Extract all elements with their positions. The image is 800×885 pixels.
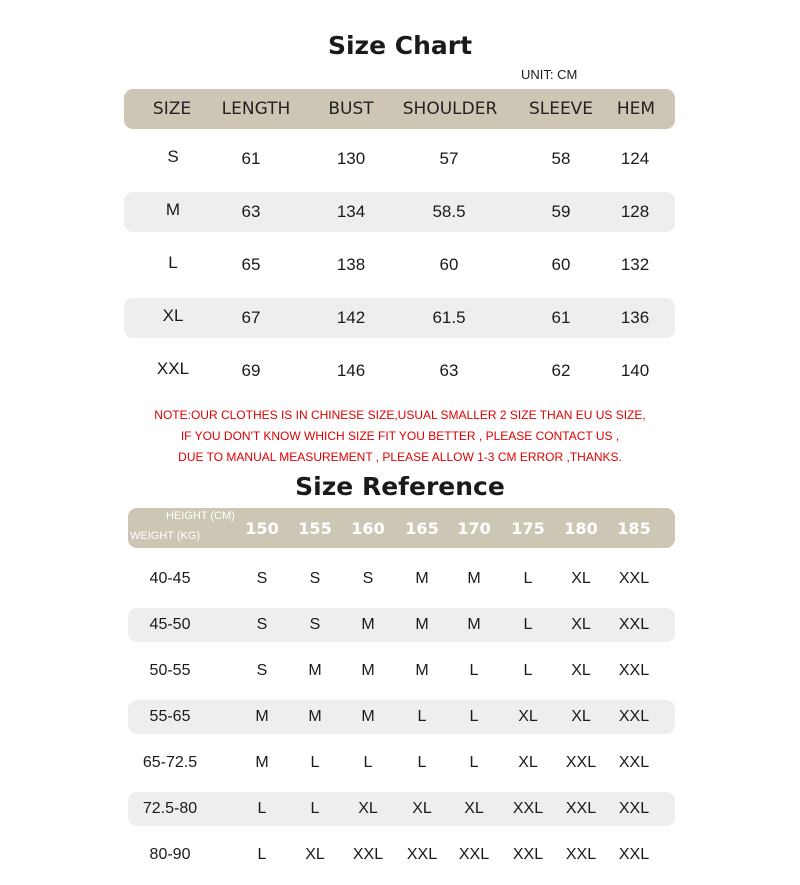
table-cell: 60 — [439, 255, 459, 274]
size-chart-header-cell: SIZE — [152, 99, 192, 119]
size-cell: XXL — [618, 708, 650, 725]
size-cell: L — [417, 708, 427, 725]
weight-cell: 80-90 — [149, 846, 191, 863]
table-row — [124, 351, 675, 391]
table-cell: 134 — [336, 202, 366, 221]
size-cell: XL — [305, 846, 325, 863]
table-row — [128, 838, 675, 872]
size-cell: M — [308, 662, 322, 679]
note-line-3: DUE TO MANUAL MEASUREMENT , PLEASE ALLOW 1-3 CM ERROR ,THANKS. — [178, 450, 622, 464]
height-header-cell: 160 — [351, 518, 385, 538]
table-row — [128, 746, 675, 780]
size-cell: S — [256, 662, 268, 679]
table-cell: 58 — [551, 149, 571, 168]
table-cell: S — [167, 147, 179, 166]
size-cell: XL — [518, 708, 538, 725]
table-cell: 142 — [336, 308, 366, 327]
weight-label: WEIGHT (KG) — [130, 530, 201, 542]
size-cell: XL — [571, 570, 591, 587]
size-chart-header-cell: HEM — [616, 99, 656, 119]
size-cell: XXL — [618, 754, 650, 771]
table-cell: 138 — [336, 255, 366, 274]
table-row — [128, 792, 675, 826]
size-cell: XXL — [512, 800, 544, 817]
size-cell: XXL — [352, 846, 384, 863]
table-cell: 61 — [551, 308, 571, 327]
size-cell: L — [310, 754, 320, 771]
weight-cell: 45-50 — [149, 616, 191, 633]
table-cell: M — [165, 200, 181, 219]
size-cell: XXL — [406, 846, 438, 863]
size-cell: S — [256, 570, 268, 587]
size-cell: XL — [412, 800, 432, 817]
weight-cell: 72.5-80 — [142, 800, 198, 817]
table-cell: 62 — [551, 361, 571, 380]
table-cell: 136 — [620, 308, 650, 327]
table-cell: 61.5 — [432, 308, 466, 327]
size-cell: M — [361, 708, 375, 725]
size-chart-header — [124, 89, 675, 129]
height-header-cell: 165 — [405, 518, 439, 538]
table-cell: 132 — [620, 255, 650, 274]
table-cell: 60 — [551, 255, 571, 274]
table-cell: 67 — [241, 308, 261, 327]
size-cell: S — [309, 570, 321, 587]
size-cell: XL — [358, 800, 378, 817]
size-cell: L — [417, 754, 427, 771]
size-cell: L — [310, 800, 320, 817]
table-cell: 124 — [620, 149, 650, 168]
size-cell: XXL — [458, 846, 490, 863]
table-cell: 146 — [336, 361, 366, 380]
table-cell: XL — [162, 306, 184, 325]
weight-cell: 50-55 — [149, 662, 191, 679]
size-cell: M — [467, 616, 481, 633]
size-cell: S — [309, 616, 321, 633]
size-cell: M — [361, 616, 375, 633]
unit-label: UNIT: CM — [521, 67, 578, 82]
size-cell: XXL — [618, 846, 650, 863]
size-cell: XXL — [512, 846, 544, 863]
height-label: HEIGHT (CM) — [166, 510, 235, 522]
size-cell: M — [415, 616, 429, 633]
table-cell: 63 — [241, 202, 261, 221]
size-cell: M — [467, 570, 481, 587]
table-cell: 69 — [241, 361, 261, 380]
table-cell: 65 — [241, 255, 261, 274]
size-cell: L — [523, 616, 533, 633]
table-cell: 130 — [336, 149, 366, 168]
size-cell: L — [363, 754, 373, 771]
height-header-cell: 155 — [298, 518, 332, 538]
table-cell: 58.5 — [432, 202, 466, 221]
size-cell: XL — [518, 754, 538, 771]
size-cell: M — [255, 754, 269, 771]
size-cell: L — [469, 662, 479, 679]
table-cell: 59 — [551, 202, 571, 221]
size-cell: XXL — [618, 800, 650, 817]
size-chart-header-cell: BUST — [328, 99, 374, 119]
note-line-2: IF YOU DON'T KNOW WHICH SIZE FIT YOU BETTER , PLEASE CONTACT US , — [180, 429, 620, 443]
table-row — [124, 245, 675, 285]
table-cell: 63 — [439, 361, 459, 380]
size-cell: M — [361, 662, 375, 679]
weight-cell: 65-72.5 — [142, 754, 198, 771]
table-row — [128, 654, 675, 688]
size-cell: M — [308, 708, 322, 725]
height-header-cell: 180 — [564, 518, 598, 538]
size-cell: XL — [571, 662, 591, 679]
height-header-cell: 170 — [457, 518, 491, 538]
size-reference-title: Size Reference — [295, 472, 505, 501]
size-cell: L — [469, 754, 479, 771]
size-cell: XL — [464, 800, 484, 817]
size-cell: M — [255, 708, 269, 725]
weight-cell: 55-65 — [149, 708, 191, 725]
size-cell: XL — [571, 616, 591, 633]
size-cell: M — [415, 662, 429, 679]
size-cell: XXL — [565, 800, 597, 817]
size-cell: XXL — [565, 754, 597, 771]
size-cell: S — [362, 570, 374, 587]
table-cell: 61 — [241, 149, 261, 168]
table-cell: 128 — [620, 202, 650, 221]
height-header-cell: 175 — [511, 518, 545, 538]
size-chart-title: Size Chart — [327, 31, 473, 60]
table-row — [128, 608, 675, 642]
size-cell: L — [523, 570, 533, 587]
table-row — [128, 700, 675, 734]
note-line-1: NOTE:OUR CLOTHES IS IN CHINESE SIZE,USUAL SMALLER 2 SIZE THAN EU US SIZE, — [154, 408, 646, 422]
table-cell: 57 — [439, 149, 459, 168]
size-chart-header-cell: SLEEVE — [528, 99, 594, 119]
size-cell: L — [257, 846, 267, 863]
table-cell: XXL — [156, 359, 190, 378]
size-chart-header-cell: LENGTH — [221, 99, 291, 119]
height-header-cell: 150 — [245, 518, 279, 538]
size-cell: XXL — [618, 662, 650, 679]
weight-cell: 40-45 — [149, 570, 191, 587]
size-cell: L — [469, 708, 479, 725]
size-cell: XXL — [618, 616, 650, 633]
table-row — [124, 139, 675, 179]
size-cell: S — [256, 616, 268, 633]
size-cell: M — [415, 570, 429, 587]
table-cell: 140 — [620, 361, 650, 380]
table-cell: L — [168, 253, 178, 272]
height-header-cell: 185 — [617, 518, 651, 538]
size-chart-header-cell: SHOULDER — [402, 99, 498, 119]
size-cell: XXL — [565, 846, 597, 863]
size-cell: L — [523, 662, 533, 679]
size-cell: XXL — [618, 570, 650, 587]
table-row — [124, 298, 675, 338]
table-row — [128, 562, 675, 596]
table-row — [124, 192, 675, 232]
size-cell: L — [257, 800, 267, 817]
size-reference-header — [128, 508, 675, 548]
size-cell: XL — [571, 708, 591, 725]
